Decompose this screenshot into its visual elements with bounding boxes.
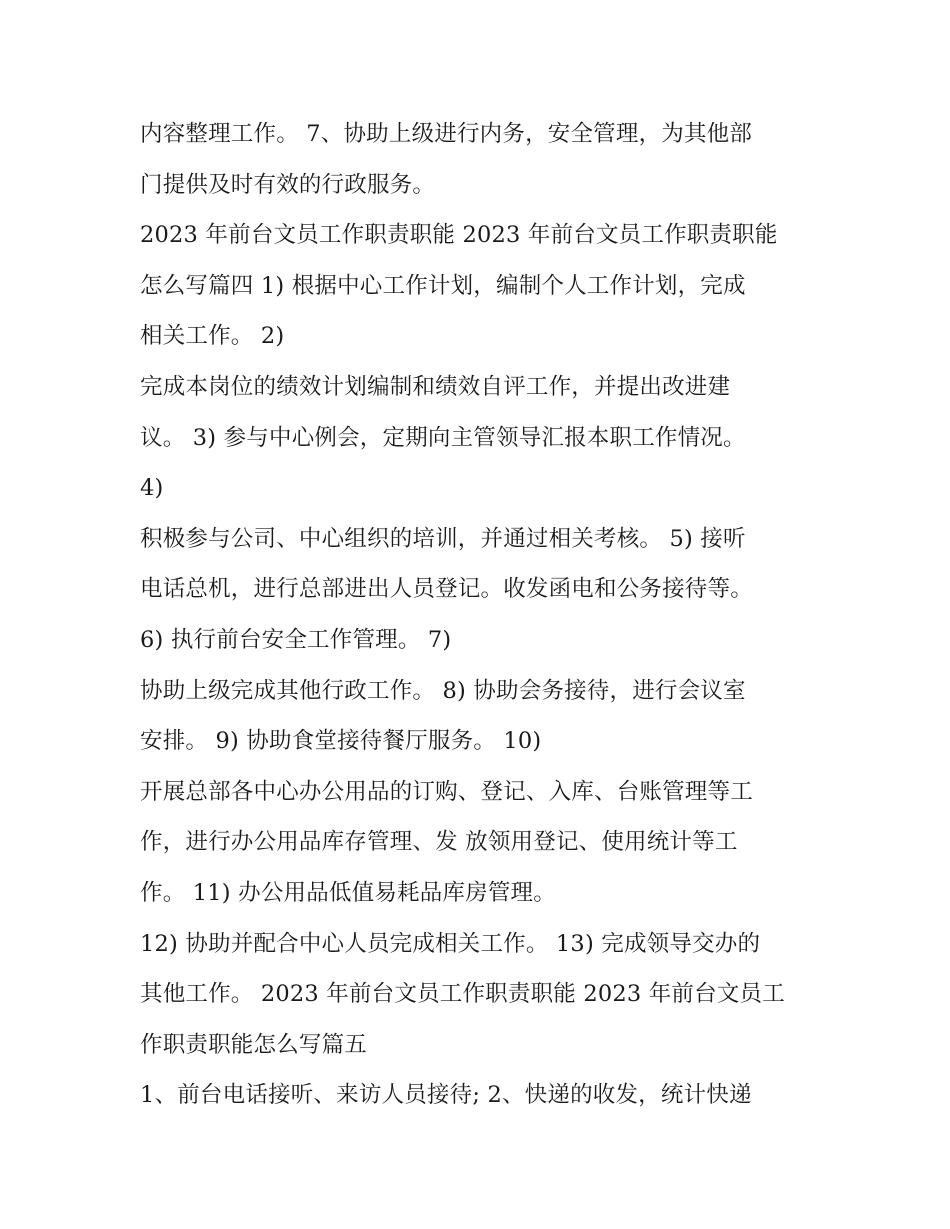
text-line: 议。 3) 参与中心例会，定期向主管领导汇报本职工作情况。 <box>140 424 746 451</box>
text-line: 协助上级完成其他行政工作。 8) 协助会务接待，进行会议室 <box>140 677 746 704</box>
text-line: 开展总部各中心办公用品的订购、登记、入库、台账管理等工 <box>140 778 753 805</box>
text-line: 作，进行办公用品库存管理、发 放领用登记、使用统计等工 <box>140 829 738 856</box>
text-line: 1、前台电话接听、来访人员接待; 2、快递的收发，统计快递 <box>140 1082 752 1109</box>
text-line: 相关工作。 2) <box>140 323 285 350</box>
text-line: 作。 11) 办公用品低值易耗品库房管理。 <box>140 879 556 906</box>
body-text <box>140 109 830 1121</box>
text-line: 作职责职能怎么写篇五 <box>140 1031 368 1058</box>
text-line: 2023 年前台文员工作职责职能 2023 年前台文员工作职责职能 <box>140 222 778 249</box>
text-line: 积极参与公司、中心组织的培训，并通过相关考核。 5) 接听 <box>140 525 746 552</box>
text-line: 6) 执行前台安全工作管理。 7) <box>140 626 452 653</box>
text-line: 内容整理工作。 7、协助上级进行内务，安全管理，为其他部 <box>140 121 753 147</box>
text-line: 12) 协助并配合中心人员完成相关工作。 13) 完成领导交办的 <box>140 930 761 957</box>
text-line: 门提供及时有效的行政服务。 <box>140 171 436 198</box>
text-line: 安排。 9) 协助食堂接待餐厅服务。 10) <box>140 728 542 755</box>
text-line: 怎么写篇四 1) 根据中心工作计划，编制个人工作计划，完成 <box>140 272 746 299</box>
text-line: 完成本岗位的绩效计划编制和绩效自评工作，并提出改进建 <box>140 373 731 400</box>
text-line: 4) <box>140 475 164 502</box>
text-line: 其他工作。 2023 年前台文员工作职责职能 2023 年前台文员工 <box>140 981 785 1008</box>
text-line: 电话总机，进行总部进出人员登记。收发函电和公务接待等。 <box>140 576 753 603</box>
